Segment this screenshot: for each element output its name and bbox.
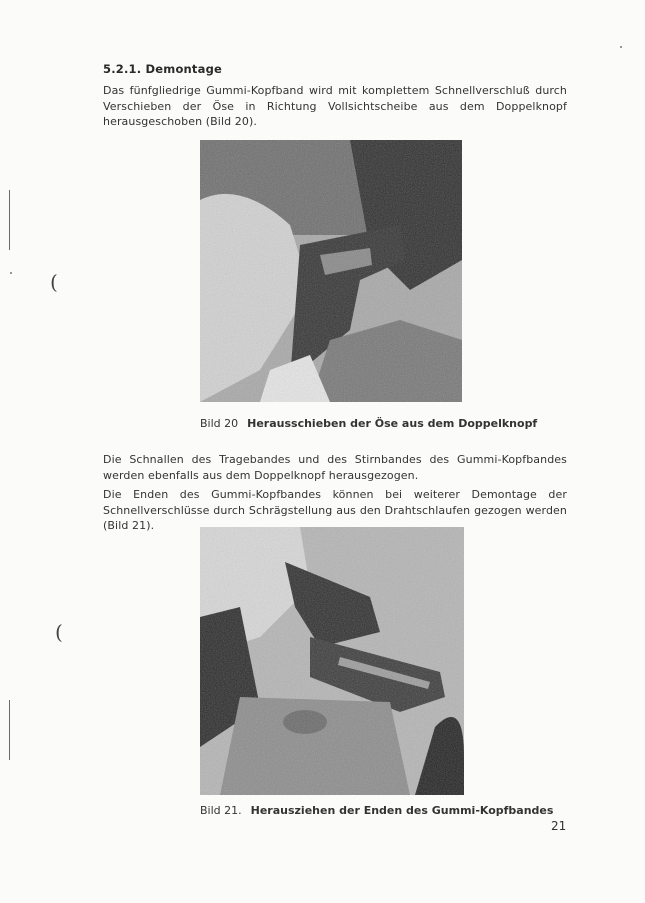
- paragraph-buckles: Die Schnallen des Tragebandes und des Stirnbandes des Gummi-Kopfbandes werden ebenfalls aus dem Doppelknopf herausgezogen.: [103, 453, 567, 482]
- scan-speck: [620, 46, 622, 48]
- figure-21-number: Bild 21.: [200, 804, 242, 817]
- figure-21-photo: [200, 527, 464, 795]
- scan-speck: [10, 272, 12, 274]
- figure-21-caption-text: Herausziehen der Enden des Gummi-Kopfbandes: [250, 804, 554, 817]
- page-number: 21: [551, 819, 567, 833]
- margin-scan-line: [9, 700, 10, 760]
- figure-20-photo: [200, 140, 462, 402]
- figure-20-caption: [200, 417, 537, 430]
- section-heading: 5.2.1. Demontage: [103, 62, 223, 76]
- margin-bracket-mark: (: [50, 270, 58, 294]
- figure-21-caption: [200, 804, 553, 817]
- figure-20-number: Bild 20: [200, 417, 239, 430]
- paragraph-strap-ends: Die Enden des Gummi-Kopfbandes können bei weiterer Demontage der Schnellverschlüsse durch Schrägstellung aus den Drahtschlaufen gezogen werden (Bild 21).: [103, 488, 567, 532]
- margin-scan-line: [9, 190, 10, 250]
- figure-20-caption-text: Herausschieben der Öse aus dem Doppelknopf: [247, 417, 538, 430]
- margin-bracket-mark: (: [55, 620, 63, 644]
- paragraph-intro: Das fünfgliedrige Gummi-Kopfband wird mit komplettem Schnellverschluß durch Verschieben der Öse in Richtung Vollsichtscheibe aus dem Doppelknopf herausgeschoben (Bild 20).: [103, 84, 567, 128]
